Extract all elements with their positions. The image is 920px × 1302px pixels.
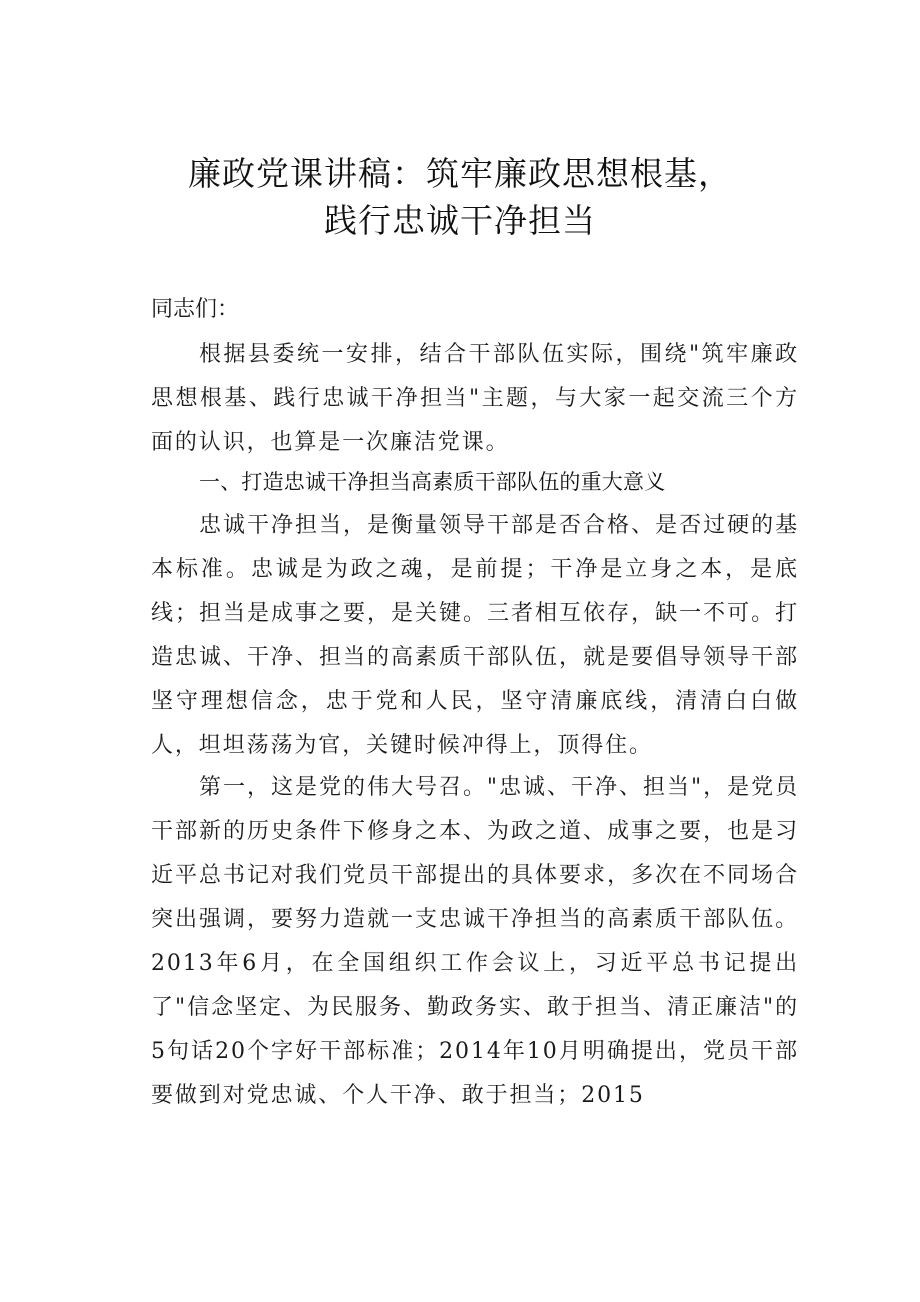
section-1-paragraph-2: 第一，这是党的伟大号召。"忠诚、干净、担当"，是党员干部新的历史条件下修身之本、为政之道、成事之要，也是习近平总书记对我们党员干部提出的具体要求，多次在不同场合突出强调，要努力造就一支忠诚干净担当的高素质干部队伍。2013年6月，在全国组织工作会议上，习近平总书记提出了"信念坚定、为民服务、勤政务实、敢于担当、清正廉洁"的5句话20个字好干部标准；2014年10月明确提出，党员干部要做到对党忠诚、个人干净、敢于担当；2015 bbox=[151, 775, 799, 1108]
salutation: 同志们： bbox=[151, 297, 240, 322]
document-title-line-2: 践行忠诚干净担当 bbox=[324, 201, 596, 240]
section-1-heading: 一、打造忠诚干净担当高素质干部队伍的重大意义 bbox=[199, 470, 666, 494]
document-title-line-1: 廉政党课讲稿：筑牢廉政思想根基， bbox=[188, 154, 732, 193]
intro-paragraph: 根据县委统一安排，结合干部队伍实际，围绕"筑牢廉政思想根基、践行忠诚干净担当"主题，与大家一起交流三个方面的认识，也算是一次廉洁党课。 bbox=[151, 342, 799, 455]
section-1-paragraph-1: 忠诚干净担当，是衡量领导干部是否合格、是否过硬的基本标准。忠诚是为政之魂，是前提；干净是立身之本，是底线；担当是成事之要，是关键。三者相互依存，缺一不可。打造忠诚、干净、担当的高素质干部队伍，就是要倡导领导干部坚守理想信念，忠于党和人民，坚守清廉底线，清清白白做人，坦坦荡荡为官，关键时候冲得上，顶得住。 bbox=[151, 513, 799, 758]
